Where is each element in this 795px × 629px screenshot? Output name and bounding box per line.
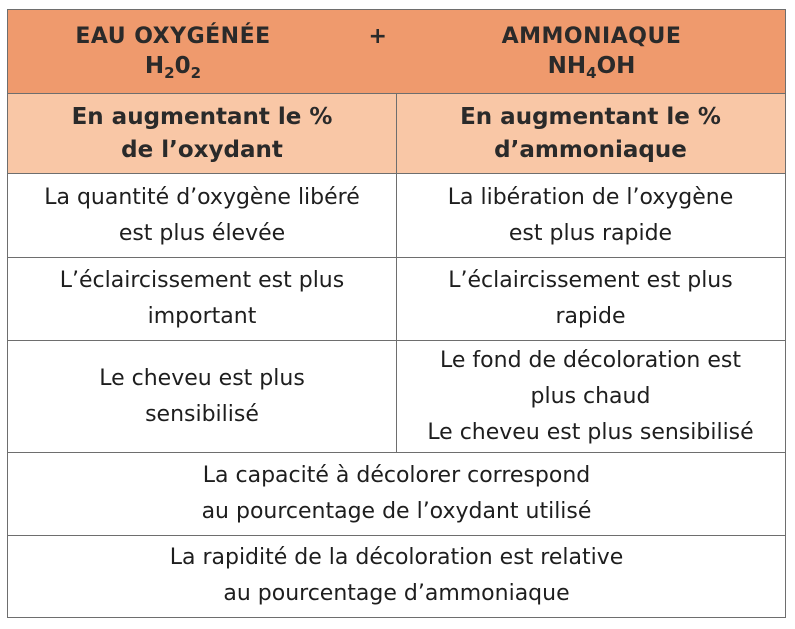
cell-line: L’éclaircissement est plus [59,268,345,293]
cell-line: Le cheveu est plus [99,365,305,391]
table-cell-left [8,341,397,452]
formula-h2o2-part: 0 [174,53,191,79]
formula-h2o2-sub: 2 [164,64,175,82]
table-row [8,174,785,258]
header-titles [8,24,785,49]
table-header-row [8,10,785,94]
subheader-right-cell [397,94,784,173]
table-row [8,258,785,341]
formula-nh4oh-part: NH [547,53,587,79]
table-row-merged [8,536,785,616]
cell-line: La rapidité de la décoloration est relative [169,545,624,570]
subheader-left-line-1: En augmentant le % [71,103,333,130]
table-row [8,341,785,453]
header-left-title: EAU OXYGÉNÉE [75,24,271,49]
formula-nh4oh [418,53,785,82]
formula-nh4oh-sub: 4 [586,64,597,82]
header-right-title: AMMONIAQUE [501,24,682,49]
header-cell [8,10,785,93]
cell-line: La quantité d’oxygène libéré [44,184,360,210]
table-cell-merged [8,536,785,616]
header-plus-sign: + [368,24,388,49]
formula-spacer [338,53,418,79]
cell-line: plus chaud [530,383,651,409]
cell-line: La libération de l’oxygène [447,184,734,210]
comparison-table [7,9,786,618]
cell-line: est plus rapide [508,220,673,246]
cell-line: rapide [555,304,626,329]
cell-line: La capacité à décolorer correspond [202,463,591,488]
table-cell-right [397,174,784,257]
cell-line: important [147,304,257,329]
formula-h2o2-sub: 2 [190,64,202,82]
cell-line: L’éclaircissement est plus [448,268,733,293]
formula-h2o2-part: H [144,53,165,79]
table-cell-right [397,258,784,340]
cell-line: au pourcentage d’ammoniaque [223,581,570,606]
formula-nh4oh-part: OH [596,53,636,79]
table-cell-left [8,258,397,340]
cell-line: Le cheveu est plus sensibilisé [427,419,754,445]
cell-line: Le fond de décoloration est [440,347,741,373]
subheader-right-line-2: d’ammoniaque [494,136,687,163]
table-row-merged [8,453,785,536]
subheader-left-cell [8,94,397,173]
formula-h2o2 [8,53,338,82]
table-cell-left [8,174,397,257]
subheader-left-line-2: de l’oxydant [121,136,283,163]
table-cell-merged [8,453,785,535]
table-cell-right [397,341,784,452]
cell-line: au pourcentage de l’oxydant utilisé [201,499,592,524]
header-formulas [8,53,785,82]
cell-line: est plus élevée [118,220,286,246]
cell-line: sensibilisé [145,401,259,427]
table-subheader-row [8,94,785,174]
subheader-right-line-1: En augmentant le % [460,103,721,130]
